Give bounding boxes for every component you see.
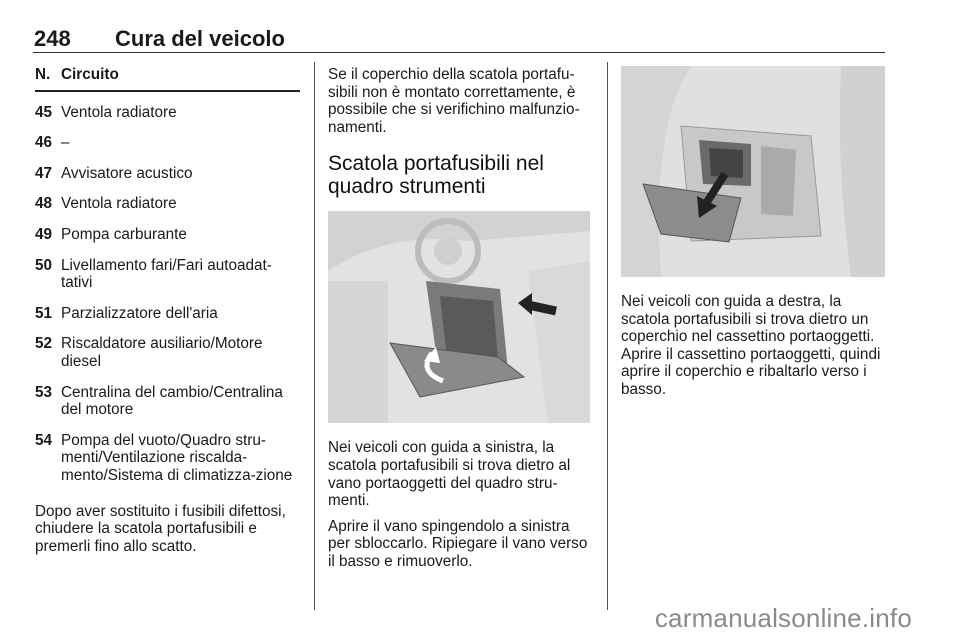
lhd-location-text: Nei veicoli con guida a sinistra, la scatola portafusibili si trova dietro al vano portaoggetti del quadro stru-menti.: [328, 439, 571, 510]
fuse-table: [35, 104, 300, 485]
fuse-box-rhd-illustration: [621, 66, 885, 277]
fuse-row: [35, 305, 300, 323]
page-title: Cura del veicolo: [115, 26, 285, 51]
fuse-circuit: Livellamento fari/Fari autoadat-tativi: [61, 256, 272, 292]
fuse-replace-note: Dopo aver sostituito i fusibili difettosi, chiudere la scatola portafusibili e premerli fino allo scatto.: [35, 502, 286, 555]
fuse-table-header: [35, 66, 300, 92]
col-header-circuit: Circuito: [61, 66, 119, 83]
fuse-circuit: Parzializzatore dell'aria: [61, 304, 218, 322]
col-header-n: N.: [35, 66, 51, 83]
column-divider: [314, 62, 315, 610]
fuse-row: [35, 432, 300, 485]
fuse-number: 53: [35, 383, 53, 401]
lhd-open-instructions: Aprire il vano spingendolo a sinistra per sbloccarlo. Ripiegare il vano verso il basso e rimuoverlo.: [328, 517, 588, 570]
fuse-circuit: Avvisatore acustico: [61, 164, 193, 182]
section-heading: Scatola portafusibili nel quadro strumenti: [328, 152, 544, 199]
cover-warning: Se il coperchio della scatola portafu-sibili non è montato correttamente, è possibile che si verifichino malfunzio-namenti.: [328, 66, 580, 136]
fuse-circuit: Ventola radiatore: [61, 103, 177, 121]
fuse-number: 48: [35, 195, 53, 213]
fuse-row: [35, 134, 300, 152]
fuse-circuit: Pompa del vuoto/Quadro stru-menti/Ventilazione riscalda-mento/Sistema di climatizza-zione: [61, 431, 293, 484]
rhd-location-text: Nei veicoli con guida a destra, la scatola portafusibili si trova dietro un coperchio nel cassettino portaoggetti. Aprire il cassettino portaoggetti, quindi aprire il coperchio e ribaltarlo verso i basso.: [621, 293, 881, 398]
fuse-number: 45: [35, 103, 53, 121]
fuse-row: [35, 384, 300, 419]
fuse-circuit: –: [61, 134, 70, 152]
fuse-row: [35, 165, 300, 183]
fuse-row: [35, 257, 300, 292]
fuse-circuit: Pompa carburante: [61, 225, 187, 243]
column-middle: [328, 66, 590, 579]
fuse-number: 52: [35, 335, 53, 353]
glovebox-rhd-drawing: [621, 66, 885, 277]
fuse-number: 50: [35, 256, 53, 274]
fuse-row: [35, 226, 300, 244]
watermark: carmanualsonline.info: [654, 603, 912, 633]
page-number: 248: [34, 26, 71, 51]
fuse-number: 46: [35, 134, 53, 152]
fuse-row: [35, 195, 300, 213]
fuse-circuit: Riscaldatore ausiliario/Motore diesel: [61, 335, 263, 370]
page-header: [33, 26, 885, 53]
fuse-number: 51: [35, 304, 53, 322]
fuse-circuit: Centralina del cambio/Centralina del motore: [61, 383, 283, 419]
column-left: [35, 66, 300, 563]
fuse-number: 49: [35, 225, 53, 243]
fuse-circuit: Ventola radiatore: [61, 195, 177, 213]
fuse-number: 47: [35, 164, 53, 182]
glovebox-lhd-drawing: [328, 211, 590, 423]
fuse-row: [35, 335, 300, 370]
fuse-row: [35, 104, 300, 122]
column-divider: [607, 62, 608, 610]
column-right: [621, 66, 889, 407]
fuse-box-lhd-illustration: [328, 211, 590, 423]
fuse-number: 54: [35, 431, 53, 449]
